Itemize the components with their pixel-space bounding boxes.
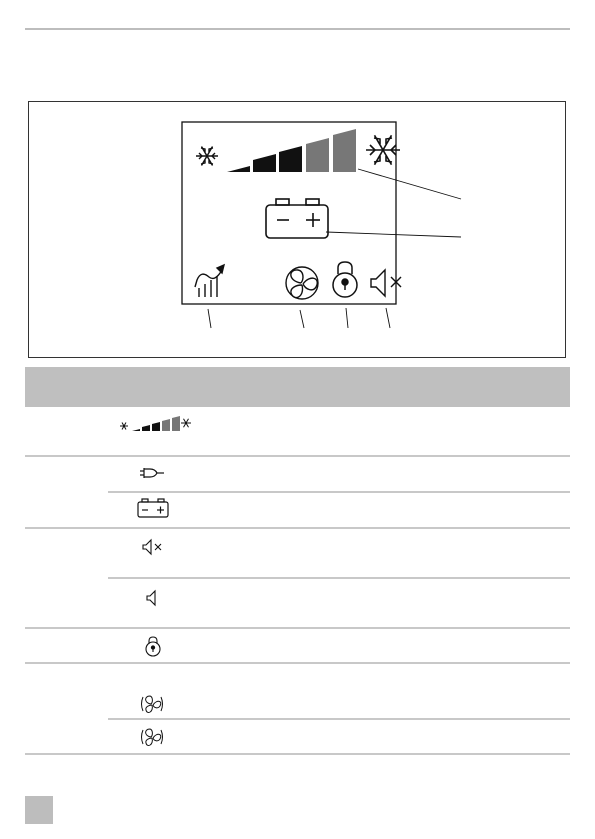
speaker-icon [138,586,168,610]
row-divider [108,718,570,720]
power-bar-5 [333,129,356,172]
row-divider [25,455,570,457]
fan-icon [138,692,166,716]
plug-icon [136,461,170,485]
table-header [25,367,570,407]
page-footer-block [25,796,53,824]
fan-icon [138,725,166,749]
power-bar-1 [227,166,250,172]
row-divider [108,491,570,493]
snowflake-small-icon [196,147,218,166]
top-rule [25,28,570,30]
boost-icon [195,265,224,297]
power-bar-4 [306,138,329,172]
fan-icon [286,267,318,299]
row-divider [25,527,570,529]
mute-icon [138,535,168,559]
power-level-icon [116,413,192,437]
row-divider [25,627,570,629]
power-bar-2 [253,154,276,172]
row-divider [108,577,570,579]
control-panel-figure [28,101,566,358]
power-level-bars [227,129,356,172]
lock-icon [333,262,357,297]
figure-drawing [29,102,567,359]
row-divider [25,753,570,755]
lock-icon [139,635,167,659]
battery-icon [266,199,328,238]
power-bar-3 [279,146,302,172]
display-frame [182,122,396,304]
row-divider [25,662,570,664]
snowflake-large-icon [366,135,400,164]
battery-icon [134,496,172,520]
